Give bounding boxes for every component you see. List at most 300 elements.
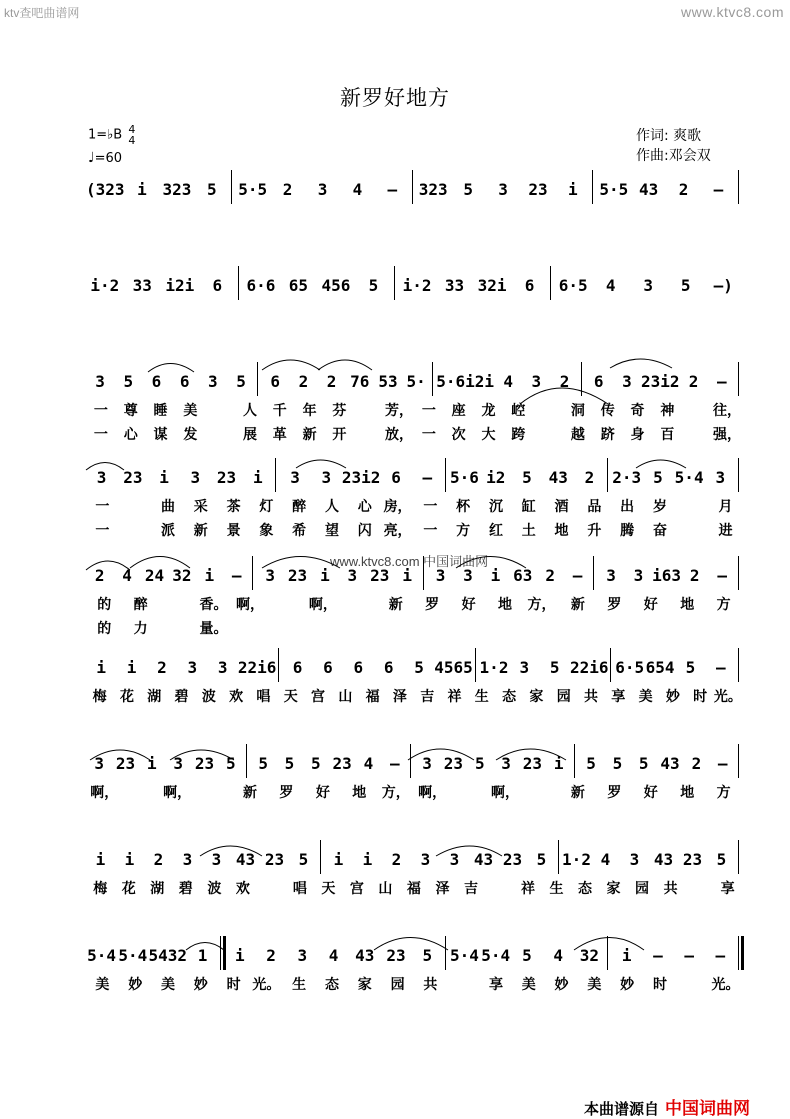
lyric-char: 泽 [435,881,450,897]
note: 2·3 [612,468,642,487]
barline [443,942,449,970]
lyric-char: 希 [292,523,307,539]
note: 5 [298,850,309,869]
lyric-char [676,974,709,996]
note: 3 [208,372,218,391]
lyric-row-verse2 [86,618,742,640]
lyric-char: 千 [272,403,287,419]
note: 3 [501,754,511,773]
note: 3 [449,850,460,869]
song-title: 新罗好地方 [340,86,450,110]
note: 5 [716,850,727,869]
lyric-char: 啊， [235,597,264,613]
note: 3 [715,468,726,487]
note: 5·4 [481,946,511,965]
lyric-char: 象 [259,523,274,539]
note: 43 [235,850,256,869]
slur [610,359,672,368]
source-footer [584,1094,750,1119]
note: i [126,658,137,677]
note: 5 [522,946,532,965]
lyric-char [119,496,152,518]
note: i [96,658,106,677]
lyric-char: 神 [660,403,675,419]
note: 4 [600,850,611,869]
lyric-char: 方 [716,785,731,801]
lyric-char [341,594,377,616]
lyric-row [86,782,742,804]
lyric-row [86,400,742,422]
note: i [147,754,157,773]
note: 4 [553,946,564,965]
lyric-char: 新 [302,427,317,443]
barline [605,464,611,492]
note: – [716,372,727,391]
lyric-char: 地 [680,597,695,613]
barline [430,368,436,396]
lyric-char: 方 [456,523,471,539]
lyric-char [341,618,377,640]
score-line [86,176,742,204]
lyric-char: 心 [123,427,138,443]
lyric-char: 山 [338,689,353,705]
note: 5432 [148,946,187,965]
note: 4 [328,946,339,965]
note: 2 [691,754,702,773]
note-row [86,272,742,300]
barline [736,562,742,590]
note: i2i [465,372,495,391]
note: 5 [653,468,663,487]
lyric-char: 波 [207,881,222,897]
watermark-top-left: ktv查吧曲谱网 [4,6,80,20]
note: 654 [645,658,675,677]
note: 3 [182,850,193,869]
lyric-char: 革 [272,427,287,443]
lyric-char [596,618,632,640]
note: 3 [211,850,222,869]
lyric-char: 美 [95,977,110,993]
lyric-char: 湖 [150,881,165,897]
lyric-char: 啊， [90,785,119,801]
note: i2i [165,276,195,295]
lyric-char: 沉 [488,499,503,515]
note: 3 [629,850,640,869]
note: 6 [270,372,281,391]
lyric-char: 进 [718,523,733,539]
barline [556,846,562,874]
note: 5 [123,372,134,391]
lyric-char: 亮， [383,523,412,539]
note: 6 [292,658,303,677]
lyric-char: 发 [183,427,198,443]
note: 3 [187,658,198,677]
note: 2 [157,658,167,677]
barline [736,368,742,396]
watermark-top-right: www.ktvc8.com [681,4,784,20]
lyricist: 作词: 爽歌 [636,128,702,144]
lyric-char: 奋 [652,523,667,539]
note: 5 [310,754,321,773]
lyric-char: 新 [193,523,208,539]
note: 23 [115,754,136,773]
lyric-char: 岁 [652,499,667,515]
lyric-char: 泽 [392,689,407,705]
lyric-char: 祥 [447,689,462,705]
lyric-char: 传 [600,403,615,419]
lyric-char: 灯 [259,499,274,515]
lyric-char: 往， [712,403,741,419]
note: 5·6 [450,468,479,487]
lyric-char: 方， [527,597,556,613]
lyric-row [86,878,742,900]
lyric-char: 生 [549,881,564,897]
note: 5·5 [599,180,629,199]
note-row [86,750,742,778]
lyric-char [205,400,235,422]
note: 43 [653,850,674,869]
lyric-char [232,618,268,640]
barline [421,562,427,590]
note: 23 [370,566,390,585]
note: i [159,468,169,487]
lyric-char: 放， [385,427,414,443]
lyric-char: 心 [357,499,372,515]
lyric-char: 共 [583,689,598,705]
note: 63 [513,566,533,585]
lyric-char: 身 [630,427,645,443]
lyric-char: 妙 [193,977,208,993]
note: 5 [522,468,532,487]
lyric-char: 共 [663,881,678,897]
note: 3 [498,180,508,199]
note: 3 [435,566,446,585]
note: 32 [172,566,192,585]
lyric-char [533,424,563,446]
lyric-char: 望 [324,523,339,539]
lyric-char [523,782,559,804]
lyric-char: 睡 [153,403,168,419]
note: i·2 [90,276,120,295]
note: 3 [94,754,104,773]
note: 6 [593,372,604,391]
barline [318,846,324,874]
lyric-char: 奇 [630,403,645,419]
lyric-char: 香。 [199,597,228,613]
lyric-row-verse2 [86,520,742,542]
lyric-char [533,400,563,422]
note: 3 [643,276,654,295]
lyric-char [257,878,286,900]
note: 5 [536,850,547,869]
lyric-char: 的 [97,621,112,637]
lyric-char: 宫 [311,689,326,705]
lyric-char: 一 [421,427,436,443]
note: 5· [406,372,426,391]
note: – [422,468,433,487]
lyric-char: 腾 [620,523,635,539]
lyric-char: 波 [201,689,216,705]
lyric-char: 园 [635,881,650,897]
note: 4 [503,372,513,391]
quarter-note-icon: ♩ [88,150,95,166]
lyric-char: 地 [352,785,367,801]
lyric-char: 碧 [178,881,193,897]
note: 3 [633,566,644,585]
note: 23 [443,754,464,773]
note: 6 [212,276,223,295]
note: 3 [519,658,530,677]
lyric-char: 妙 [620,977,635,993]
note: 323 [162,180,192,199]
note: 5 [474,754,485,773]
lyric-char: 吉 [420,689,435,705]
note: i [204,566,215,585]
lyric-char: 一 [421,403,436,419]
lyric-char: 新 [388,597,403,613]
lyric-char: 座 [451,403,466,419]
note: 6·5 [615,658,645,677]
lyric-char: 唱 [292,881,307,897]
barline [255,368,261,396]
lyric-char [450,618,486,640]
lyric-char: 量。 [199,621,228,637]
lyric-char: 花 [121,881,136,897]
note: 5 [549,658,560,677]
lyric-char: 跻 [600,427,615,443]
lyric-char: 啊， [163,785,192,801]
barline [473,654,479,682]
note: 3 [217,658,228,677]
lyric-char: 妙 [554,977,569,993]
note: 2 [689,566,700,585]
note: – [713,180,724,199]
lyric-char: 曲 [160,499,175,515]
lyric-char: 月 [718,499,733,515]
note: 5 [685,658,696,677]
lyric-char: 新 [570,597,585,613]
note: 6·5 [558,276,588,295]
lyric-char [682,424,712,446]
lyric-char: 芬 [332,403,347,419]
double-barline [218,942,224,970]
lyric-char: 人 [242,403,257,419]
lyric-char: 一 [95,499,110,515]
note: – [684,946,694,965]
lyric-char: 茶 [226,499,241,515]
note: 22i6 [569,658,609,677]
lyric-char: 醉 [133,597,148,613]
lyric-char: 罗 [607,785,622,801]
note: 23 [287,566,308,585]
lyric-char: 美 [521,977,536,993]
lyric-char: 啊， [418,785,447,801]
lyric-char: 家 [357,977,372,993]
note: 4 [122,566,132,585]
note: 5 [422,946,433,965]
barline [273,464,279,492]
barline [548,272,554,300]
lyric-char: 派 [160,523,175,539]
lyric-char: 妙 [128,977,143,993]
note: 2 [391,850,402,869]
lyric-char: 梅 [92,689,107,705]
lyric-char: 年 [302,403,317,419]
lyric-char: 尊 [123,403,138,419]
lyric-char: 时 [652,977,667,993]
lyric-char [669,618,705,640]
note: –) [713,276,733,295]
note: 24 [144,566,165,585]
barline [605,942,611,970]
lyric-char: 家 [529,689,544,705]
time-numerator: 4 [128,123,136,136]
note: – [715,658,726,677]
note: i63 [652,566,682,585]
lyric-char: 红 [488,523,503,539]
note: 5·4 [450,946,479,965]
lyric-char [354,400,384,422]
lyric-char [682,400,712,422]
note: 23 [216,468,237,487]
lyric-char: 洞 [570,403,585,419]
note: i [568,180,578,199]
note: 23i2 [641,372,680,391]
note: 6·6 [246,276,276,295]
lyric-char: 土 [521,523,536,539]
note: 2 [326,372,337,391]
note: 53 [378,372,398,391]
note: 2 [545,566,556,585]
note: 2 [266,946,276,965]
note: 3 [531,372,542,391]
note: 2 [282,180,293,199]
lyric-char: 人 [324,499,339,515]
barline [590,176,596,204]
note: 6 [391,468,401,487]
score-line [86,942,742,996]
composer: 作曲:邓会双 [636,148,711,164]
note: 3 [190,468,201,487]
note: 4 [605,276,616,295]
score-line [86,750,742,804]
lyric-char: 时 [226,977,241,993]
lyric-char [560,618,596,640]
lyric-char: 房， [383,499,412,515]
lyric-char: 唱 [256,689,271,705]
lyric-char: 的 [97,597,112,613]
score-line [86,846,742,900]
note: i [553,754,564,773]
lyric-char [685,878,714,900]
lyric-char [354,424,384,446]
note: i [490,566,501,585]
lyric-char: 享 [488,977,503,993]
barline [736,846,742,874]
note: 5·5 [238,180,268,199]
barline [443,464,449,492]
barline [572,750,578,778]
note: 6 [524,276,535,295]
lyric-char: 欢 [235,881,250,897]
note: 5 [638,754,649,773]
note: 6 [179,372,190,391]
lyric-row-verse2 [86,424,742,446]
barline [591,562,597,590]
note: i [402,566,412,585]
note: 3 [463,566,473,585]
lyric-char: 园 [556,689,571,705]
lyric-char: 景 [226,523,241,539]
barline [579,368,585,396]
lyric-char: 欢 [229,689,244,705]
note: 323 [418,180,448,199]
lyric-char: 谋 [153,427,168,443]
lyric-char: 美 [160,977,175,993]
lyric-char: 芳， [385,403,414,419]
barline [244,750,250,778]
lyric-char: 出 [620,499,635,515]
lyric-row [86,594,742,616]
note: 43 [660,754,680,773]
note-row [86,464,742,492]
note: i2 [486,468,506,487]
lyric-char: 新 [242,785,257,801]
note: 43 [355,946,375,965]
lyric-char: 好 [315,785,330,801]
lyric-char: 闪 [357,523,372,539]
lyric-char: 方， [381,785,410,801]
note-row [86,942,742,970]
note: – [389,754,400,773]
lyric-char [450,782,486,804]
note: 1·2 [479,658,509,677]
note: i [137,180,147,199]
key-do: 1= [88,127,108,143]
lyric-char: 罗 [279,785,294,801]
note-row [86,846,742,874]
note: i [362,850,373,869]
lyric-char [268,594,304,616]
note: 3 [347,566,358,585]
note-row [86,562,742,590]
note: 2 [153,850,164,869]
score-line [86,272,742,300]
note: 6 [323,658,333,677]
note: 5·6 [436,372,466,391]
lyric-char: 品 [587,499,602,515]
lyric-char: 罗 [425,597,440,613]
note: 3 [173,754,183,773]
note: 23 [386,946,406,965]
lyric-char: 祥 [520,881,535,897]
lyric-char: 展 [242,427,257,443]
note: 5 [612,754,623,773]
lyric-char [119,520,152,542]
note: 23 [682,850,703,869]
key-signature [88,124,135,167]
note: 32i [477,276,507,295]
note: 2 [678,180,689,199]
lyric-char: 美 [638,689,653,705]
barline [736,750,742,778]
lyric-char: 崆 [511,403,526,419]
lyric-char: 罗 [607,597,622,613]
source-label: 本曲谱源自 [584,1100,660,1118]
lyric-char: 大 [481,427,496,443]
barline [608,654,614,682]
lyric-char [487,618,523,640]
